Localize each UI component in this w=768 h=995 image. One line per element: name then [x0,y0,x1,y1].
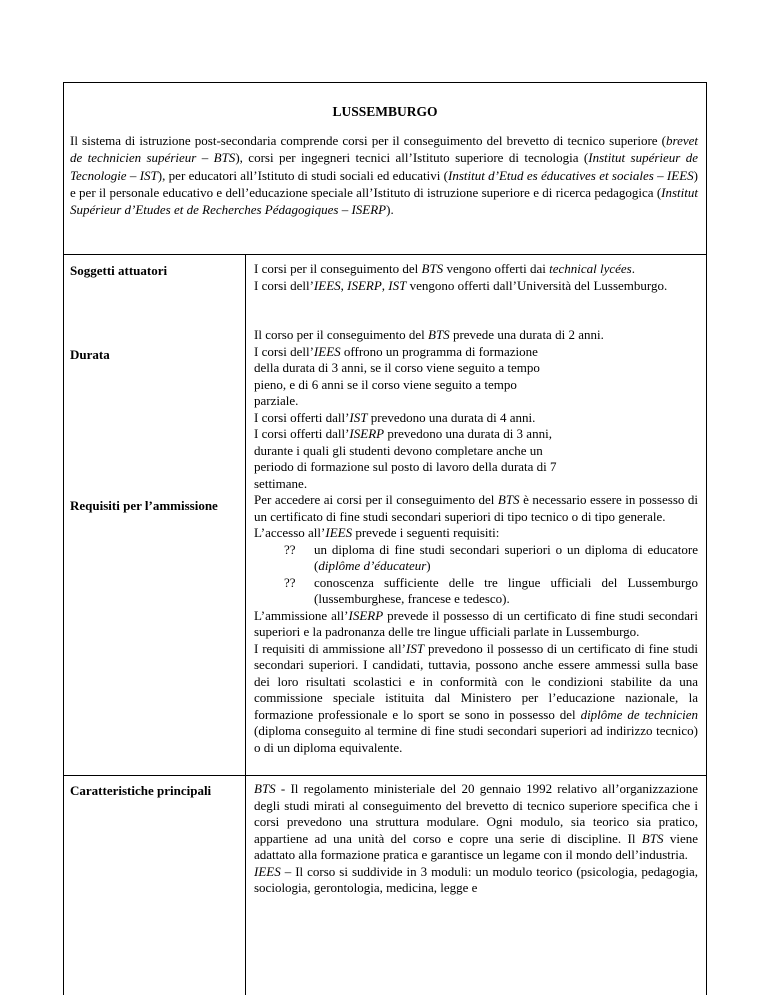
text: I corsi offerti dall’ [254,409,350,425]
list-item [284,575,698,608]
text: (diploma conseguito al termine di fine studi secondari superiori ad indirizzo tecnico) o di un diploma equivalente. [254,723,698,755]
requisiti-content [254,492,698,756]
term: ISERP [347,277,382,293]
text: I corsi per il conseguimento del [254,261,422,276]
page-title: LUSSEMBURGO [332,104,438,119]
text: L’accesso all’ [254,525,326,540]
text: L’ammissione all’ [254,607,349,623]
text: – Il corso si suddivide in 3 moduli: un modulo teorico (psicologia, pedagogia, sociologia, gerontologia, medicina, legge e [254,863,698,895]
text: prevedono una durata di 4 anni. [367,409,536,425]
term: IEES [313,343,341,359]
requisiti-paragraph [254,608,698,641]
text: prevedono una durata di 3 anni, durante i quali gli studenti devono completare anche un periodo di formazione sul posto di lavoro della durata di 7 settimane. [254,426,557,491]
term: IEES [313,277,341,293]
soggetti-paragraph [254,278,698,295]
term: IST [349,409,368,425]
soggetti-paragraph [254,261,698,278]
document-table [63,82,707,995]
intro-text: ) e per il personale educativo e dell’educazione speciale all’Istituto di istruzione superiore e di ricerca pedagogica ( [70,167,698,200]
intro-term: brevet de technicien supérieur – BTS [70,133,698,166]
bullet-marker: ?? [284,541,296,557]
list-item-text [314,542,698,575]
text: offrono un programma di formazione della durata di 3 anni, se il corso viene seguito a tempo pieno, e di 6 anni se il corso viene seguito a tempo parziale. [254,343,540,408]
text: Per accedere ai corsi per il conseguimento del [254,492,498,507]
term: IST [388,277,407,293]
text: prevede i seguenti requisiti: [352,525,500,540]
label-requisiti: Requisiti per l’ammissione [70,498,218,513]
row-divider [64,775,706,776]
term: ISERP [349,426,385,441]
text: I corsi offerti dall’ [254,426,350,441]
list-item-text: conoscenza sufficiente delle tre lingue ufficiali del Lussemburgo (lussemburghese, francese e tedesco). [314,574,698,606]
text: , [381,277,389,293]
bullet-marker: ?? [284,574,296,590]
text: ) [426,558,431,573]
text: I corsi dell’ [254,277,314,293]
text: . [631,261,635,276]
header-cell [64,83,706,255]
text: - Il regolamento ministeriale del 20 gennaio 1992 relativo all’organizzazione degli studi mirati al conseguimento del brevetto di tecnico superiore specifica che i corsi prevedono una struttura modulare. Ogni modulo, sia teorico sia pratico, appartiene ad una unità del corso e copre una serie di discipline. Il [254,781,698,846]
text: I corsi dell’ [254,343,314,359]
durata-paragraph [254,426,584,492]
label-durata: Durata [70,347,110,362]
term: BTS [641,830,664,846]
text: , [340,277,348,293]
requisiti-paragraph [254,641,698,757]
intro-text: Il sistema di istruzione post-secondaria comprende corsi per il conseguimento del brevetto di tecnico superiore ( [70,133,666,148]
caratteristiche-content [254,781,698,897]
term: BTS [254,781,276,796]
term: ISERP [348,607,384,623]
term: IEES [325,525,353,540]
term: BTS [497,492,520,507]
text: Il corso per il conseguimento del [254,327,429,342]
term: BTS [421,261,444,276]
label-soggetti-attuatori: Soggetti attuatori [70,263,168,278]
caratteristiche-paragraph [254,781,698,864]
intro-text: ), per educatori all’Istituto di studi sociali ed educativi ( [157,167,448,183]
term: diplôme de technicien [580,706,698,722]
durata-paragraph [254,410,698,427]
term: BTS [428,327,450,342]
label-caratteristiche: Caratteristiche principali [70,783,212,798]
text: vengono offerti dai [443,261,550,276]
intro-term: Institut Supérieur d’Etudes et de Recherches Pédagogiques – ISERP [70,184,698,218]
soggetti-content [254,261,698,294]
durata-paragraph [254,327,698,344]
intro-term: Institut supérieur de Tecnologie – IST [70,150,699,183]
intro-term: Institut d’Etud es éducatives et sociales – IEES [447,167,694,183]
text: prevede una durata di 2 anni. [449,327,604,342]
durata-paragraph [254,344,554,410]
intro-text: ). [386,202,394,218]
requisiti-paragraph [254,492,698,525]
durata-content [254,327,698,492]
text: vengono offerti dall’Università del Lussemburgo. [406,277,668,293]
intro-text: ), corsi per ingegneri tecnici all’Istituto superiore di tecnologia ( [235,150,589,166]
text: prevede il possesso di un certificato di fine studi secondari superiori e la padronanza delle tre lingue ufficiali parlate in Lussemburgo. [254,607,698,639]
text: prevedono il possesso di un certificato di fine studi secondari superiori. I candidati, tuttavia, possono anche essere ammessi sulla base dei loro risultati scolastici e in conformità con le condizioni stabilite da una commissione speciale istituita dal Ministero per l’educazione nazionale, la formazione professionale e lo sport se sono in possesso del [254,640,698,722]
term: IEES [254,863,281,879]
list-item [284,542,698,575]
text: I requisiti di ammissione all’ [254,640,406,656]
term: IST [406,640,425,656]
column-divider [245,255,246,995]
requisiti-paragraph [254,525,698,542]
text: è necessario essere in possesso di un certificato di fine studi secondari superiori di tipo tecnico o di tipo generale. [254,492,698,524]
term: technical lycées [549,261,632,276]
text: viene adattato alla formazione pratica e garantisce un legame con il mondo dell’industria. [254,830,698,862]
term: diplôme d’éducateur [318,558,427,573]
intro-paragraph [70,132,698,218]
caratteristiche-paragraph [254,864,698,897]
text: un diploma di fine studi secondari superiori o un diploma di educatore ( [314,541,698,573]
